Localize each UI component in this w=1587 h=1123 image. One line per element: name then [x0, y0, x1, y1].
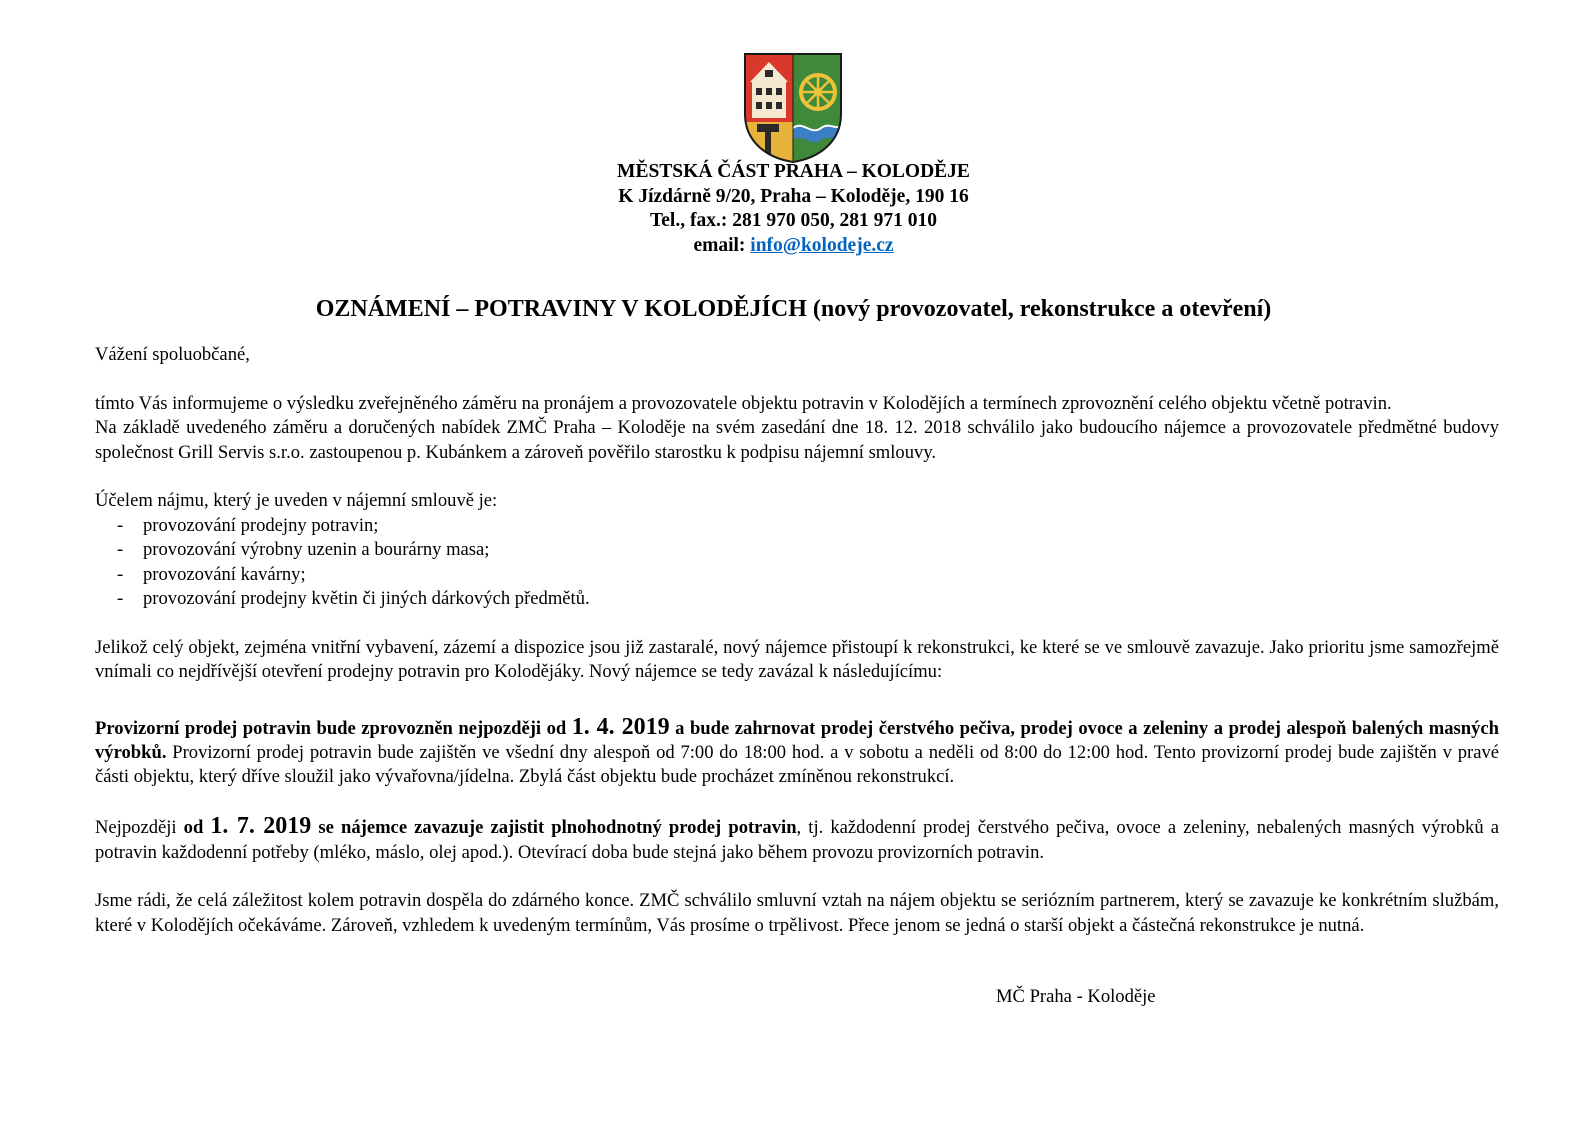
list-item: - provozování prodejny potravin; — [117, 514, 1499, 538]
letterhead — [0, 160, 1587, 258]
org-phone: Tel., fax.: 281 970 050, 281 971 010 — [650, 210, 937, 231]
full-sale-rest: , tj. každodenní prodej čerstvého pečiva, ovoce a zeleniny, nebalených masných výrobků a potravin každodenní potřeby (mléko, máslo, olej apod.). Otevírací doba bude stejná jako během provozu provizorních potravin. — [95, 817, 1499, 863]
purpose-heading: Účelem nájmu, který je uveden v nájemní smlouvě je: — [95, 490, 498, 512]
closing-paragraph: Jsme rádi, že celá záležitost kolem potravin dospěla do zdárného konce. ZMČ schválilo smluvní vztah na nájem objektu se seriózním partnerem, který se zavazuje ke konkrétním službám, které v Kolodějích očekáváme. Zároveň, vzhledem k uvedeným termínům, Vás prosíme o trpělivost. Přece jenom se jedná o starší objekt a částečná rekonstrukce je nutná. — [95, 890, 1499, 936]
list-item: - provozování kavárny; — [117, 563, 1499, 587]
intro-paragraph-2: Na základě uvedeného záměru a doručených nabídek ZMČ Praha – Koloděje na svém zasedání dne 18. 12. 2018 schválilo jako budoucího nájemce a provozovatele předmětné budovy společnost Grill Servis s.r.o. zastoupenou p. Kubánkem a zároveň pověřilo starostku k podpisu nájemní smlouvy. — [95, 417, 1499, 463]
org-name: MĚSTSKÁ ČÁST PRAHA – KOLODĚJE — [617, 161, 970, 182]
notice-title: OZNÁMENÍ – POTRAVINY V KOLODĚJÍCH (nový provozovatel, rekonstrukce a otevření) — [315, 296, 1272, 322]
provisional-bold-b: a bude zahrnovat prodej čerstvého pečiva, prodej ovoce a zeleniny a prodej alespoň balených masných výrobků. — [95, 717, 1500, 764]
notice-body — [95, 343, 1499, 938]
list-item: - provozování prodejny květin či jiných dárkových předmětů. — [117, 587, 1499, 611]
email-label: email: — [693, 234, 746, 256]
full-sale-paragraph — [95, 814, 1499, 865]
provisional-bold-a: Provizorní prodej potravin bude zprovozněn nejpozději od — [95, 717, 572, 739]
provisional-date: 1. 4. 2019 — [571, 713, 670, 740]
full-sale-bold-a: od — [183, 817, 211, 839]
reconstruction-paragraph: Jelikož celý objekt, zejména vnitřní vybavení, zázemí a dispozice jsou již zastaralé, nový nájemce přistoupí k rekonstrukci, ke které se ve smlouvě zavazuje. Jako prioritu jsme samozřejmě vnímali co nejdřívější otevření prodejny potravin pro Koloděјáky. Nový nájemce se tedy zavázal k následujícímu: — [95, 636, 1499, 683]
email-link[interactable]: info@kolodeje.cz — [750, 234, 894, 256]
purpose-list — [95, 514, 1499, 612]
full-sale-date: 1. 7. 2019 — [210, 813, 312, 840]
org-address: K Jízdárně 9/20, Praha – Koloděje, 190 16 — [618, 185, 969, 207]
provisional-rest: Provizorní prodej potravin bude zajištěn ve všední dny alespoň od 7:00 do 18:00 hod. a v sobotu a neděli od 8:00 do 12:00 hod. Tento provizorní prodej bude zajištěn v pravé části objektu, který dříve sloužil jako vývařovna/jídelna. Zbylá část objektu bude procházet zmíněnou rekonstrukcí. — [95, 742, 1499, 788]
list-item: - provozování výrobny uzenin a bourárny masa; — [117, 538, 1499, 562]
full-sale-lead: Nejpozději — [95, 817, 184, 839]
org-email-line — [0, 234, 1587, 259]
greeting: Vážení spoluobčané, — [95, 344, 250, 365]
signature: MČ Praha - Koloděje — [996, 986, 1156, 1007]
provisional-sale-paragraph — [95, 715, 1499, 790]
intro-paragraph-1: tímto Vás informujeme o výsledku zveřejněného záměru na pronájem a provozovatele objektu potravin v Kolodějích a termínech zprovoznění celého objektu včetně potravin. — [95, 392, 1392, 414]
coat-of-arms-icon — [743, 52, 843, 164]
full-sale-bold-b: se nájemce zavazuje zajistit plnohodnotný prodej potravin — [311, 817, 797, 839]
